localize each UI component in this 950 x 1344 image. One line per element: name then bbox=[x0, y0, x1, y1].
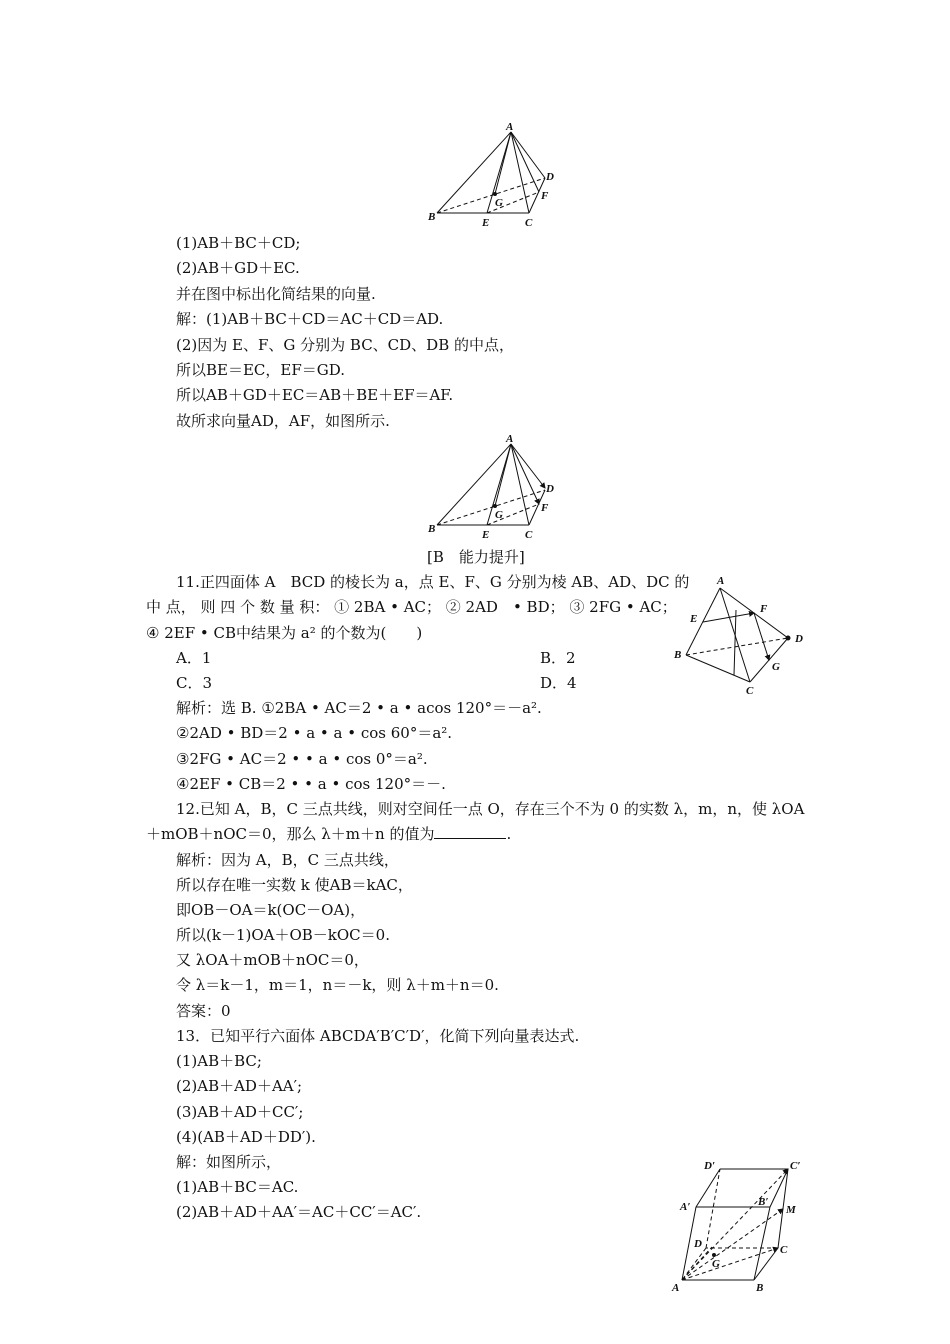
fig4-label-A: A bbox=[672, 1282, 680, 1294]
text-line: 解：(1)AB＋BC＋CD＝AC＋CD＝AD. bbox=[176, 310, 444, 328]
solution-12-line: 解析：因为 A，B，C 三点共线， bbox=[176, 851, 399, 869]
text-line: 故所求向量AD，AF，如图所示. bbox=[176, 412, 390, 430]
fig1-label-D: D bbox=[546, 171, 554, 183]
option-d: D．4 bbox=[540, 674, 577, 692]
question-12-line: ＋mOB＋nOC＝0，那么 λ＋m＋n 的值为 . bbox=[146, 825, 512, 843]
solution-11-line: ②2AD • BD＝2 • a • a • cos 60°＝a². bbox=[176, 724, 453, 742]
fig4-label-B: B bbox=[756, 1282, 764, 1294]
solution-12-line: 令 λ＝k－1，m＝1，n＝－k，则 λ＋m＋n＝0. bbox=[176, 976, 499, 994]
fig2-label-C: C bbox=[525, 529, 533, 541]
fig2-label-F: F bbox=[541, 502, 549, 514]
fig3-label-E: E bbox=[690, 613, 698, 625]
fig4-label-M: M bbox=[786, 1204, 796, 1216]
fig3-label-B: B bbox=[674, 649, 682, 661]
tetrahedron-figure-3 bbox=[668, 570, 818, 700]
solution-13-line: (2)AB＋AD＋AA′＝AC＋CC′＝AC′. bbox=[176, 1203, 422, 1221]
fig3-label-F: F bbox=[760, 603, 768, 615]
fig2-label-E: E bbox=[482, 529, 490, 541]
answer-blank bbox=[434, 824, 506, 839]
fig4-label-B-prime: B′ bbox=[758, 1196, 769, 1208]
solution-13-line: (1)AB＋BC＝AC. bbox=[176, 1178, 299, 1196]
text-line: 所以AB＋GD＋EC＝AB＋BE＋EF＝AF. bbox=[176, 386, 454, 404]
question-11-line: ④ 2EF • CB中结果为 a² 的个数为( ) bbox=[146, 624, 423, 642]
fig1-label-A: A bbox=[506, 121, 514, 133]
option-b: B．2 bbox=[540, 649, 576, 667]
question-13-line: (2)AB＋AD＋AA′; bbox=[176, 1077, 303, 1095]
fig4-label-A-prime: A′ bbox=[680, 1201, 691, 1213]
fig1-label-B: B bbox=[428, 211, 436, 223]
text-line: 并在图中标出化简结果的向量. bbox=[176, 285, 376, 303]
solution-12-line: 即OB－OA＝k(OC－OA)， bbox=[176, 901, 366, 919]
solution-11-line: ④2EF • CB＝2 • • a • cos 120°＝－. bbox=[176, 775, 446, 793]
solution-12-line: 所以(k－1)OA＋OB－kOC＝0. bbox=[176, 926, 390, 944]
question-13-line: (3)AB＋AD＋CC′; bbox=[176, 1103, 304, 1121]
solution-13-line: 解：如图所示， bbox=[176, 1153, 282, 1171]
question-13-line: 13．已知平行六面体 ABCDA′B′C′D′，化简下列向量表达式. bbox=[176, 1027, 580, 1045]
text-line: 所以BE＝EC，EF＝GD. bbox=[176, 361, 345, 379]
fig4-label-G: G bbox=[712, 1258, 720, 1270]
fig1-label-F: F bbox=[541, 190, 549, 202]
answer-12: 答案：0 bbox=[176, 1002, 231, 1020]
question-13-line: (1)AB＋BC; bbox=[176, 1052, 262, 1070]
fig4-label-D: D bbox=[694, 1238, 702, 1250]
fig3-label-C: C bbox=[746, 685, 754, 697]
fig3-label-G: G bbox=[772, 661, 780, 673]
solution-11-line: 解析：选 B. ①2BA • AC＝2 • a • acos 120°＝－a². bbox=[176, 699, 542, 717]
text-line: (2)因为 E、F、G 分别为 BC、CD、DB 的中点， bbox=[176, 336, 514, 354]
tetrahedron-figure-1 bbox=[425, 120, 565, 230]
fig2-label-D: D bbox=[546, 483, 554, 495]
parallelepiped-figure bbox=[670, 1155, 810, 1295]
solution-12-line: 又 λOA＋mOB＋nOC＝0， bbox=[176, 951, 369, 969]
fig2-label-B: B bbox=[428, 523, 436, 535]
fig1-label-E: E bbox=[482, 217, 490, 229]
question-13-line: (4)(AB＋AD＋DD′). bbox=[176, 1128, 316, 1146]
text-line: (1)AB＋BC＋CD; bbox=[176, 234, 301, 252]
fig1-label-C: C bbox=[525, 217, 533, 229]
option-a: A．1 bbox=[176, 649, 212, 667]
fig2-label-G: G bbox=[495, 509, 503, 521]
question-11-line: 中 点， 则 四 个 数 量 积： ① 2BA • AC； ② 2AD • BD； ③ 2FG • AC； bbox=[146, 598, 677, 616]
section-heading: [B 能力提升] bbox=[427, 548, 525, 566]
tetrahedron-figure-2 bbox=[425, 432, 565, 542]
question-11-line: 11.正四面体 A BCD 的棱长为 a，点 E、F、G 分别为棱 AB、AD、DC 的 bbox=[176, 573, 690, 591]
option-c: C．3 bbox=[176, 674, 213, 692]
fig3-label-D: D bbox=[795, 633, 803, 645]
fig2-label-A: A bbox=[506, 433, 514, 445]
fig4-label-C: C bbox=[780, 1244, 788, 1256]
text-line: (2)AB＋GD＋EC. bbox=[176, 259, 300, 277]
fig3-label-A: A bbox=[717, 575, 725, 587]
solution-12-line: 所以存在唯一实数 k 使AB＝kAC， bbox=[176, 876, 413, 894]
question-12-line: 12.已知 A，B，C 三点共线，则对空间任一点 O，存在三个不为 0 的实数 λ，m，n，使 λOA bbox=[176, 800, 805, 818]
fig4-label-D-prime: D′ bbox=[704, 1160, 716, 1172]
fig4-label-C-prime: C′ bbox=[790, 1160, 801, 1172]
solution-11-line: ③2FG • AC＝2 • • a • cos 0°＝a². bbox=[176, 750, 428, 768]
fig1-label-G: G bbox=[495, 197, 503, 209]
